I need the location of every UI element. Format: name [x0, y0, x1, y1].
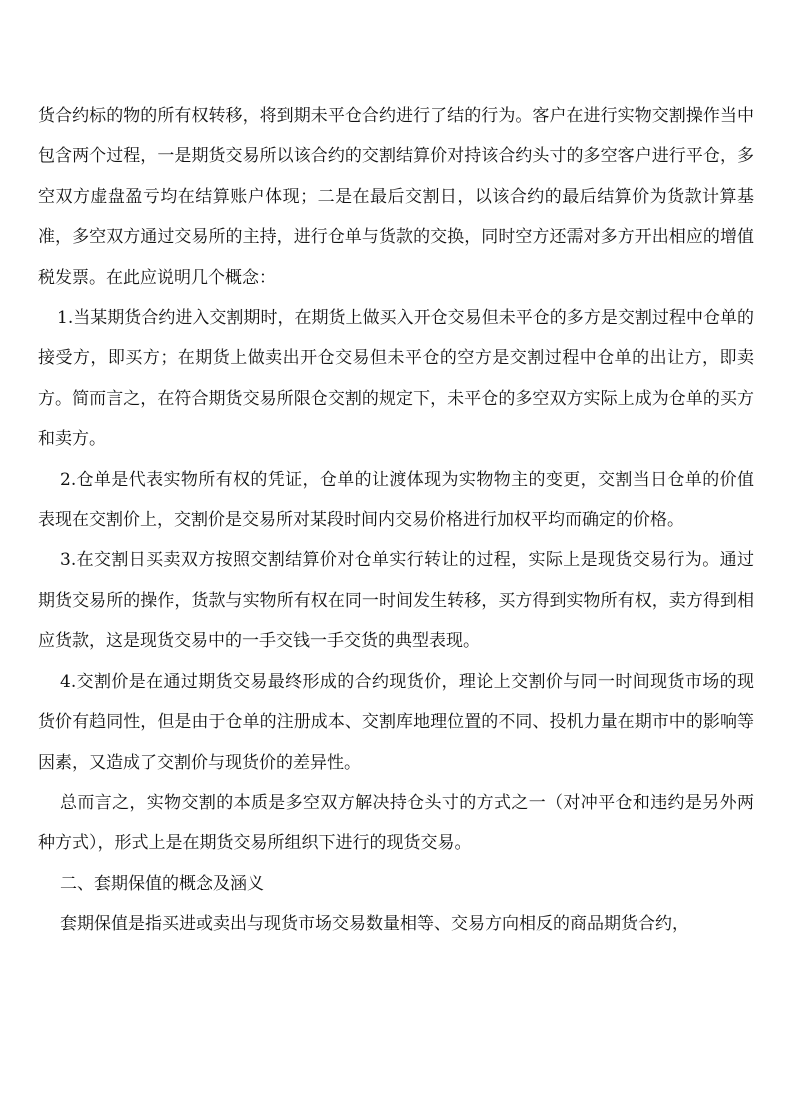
paragraph-point-4: 4.交割价是在通过期货交易最终形成的合约现货价，理论上交割价与同一时间现货市场的现货价有趋同性，但是由于仓单的注册成本、交割库地理位置的不同、投机力量在期市中的影响等因素，又造成了交割价与现货价的差异性。 — [38, 671, 754, 773]
paragraph-hedging-definition: 套期保值是指买进或卖出与现货市场交易数量相等、交易方向相反的商品期货合约， — [60, 914, 689, 935]
section-heading: 二、套期保值的概念及涵义 — [60, 873, 264, 894]
paragraph-delivery-process: 货合约标的物的所有权转移，将到期未平仓合约进行了结的行为。客户在进行实物交割操作当中包含两个过程，一是期货交易所以该合约的交割结算价对持该合约头寸的多空客户进行平仓，多空双方虚盘盈亏均在结算账户体现；二是在最后交割日，以该合约的最后结算价为货款计算基准，多空双方通过交易所的主持，进行仓单与货款的交换，同时空方还需对多方开出相应的增值税发票。在此应说明几个概念： — [38, 106, 754, 288]
paragraph-point-2: 2.仓单是代表实物所有权的凭证，仓单的让渡体现为实物物主的变更，交割当日仓单的价值表现在交割价上，交割价是交易所对某段时间内交易价格进行加权平均而确定的价格。 — [38, 469, 754, 531]
document-body — [38, 96, 754, 945]
paragraph-point-1: 1.当某期货合约进入交割期时，在期货上做买入开仓交易但未平仓的多方是交割过程中仓单的接受方，即买方；在期货上做卖出开仓交易但未平仓的空方是交割过程中仓单的出让方，即卖方。简而言之，在符合期货交易所限仓交割的规定下，未平仓的多空双方实际上成为仓单的买方和卖方。 — [38, 308, 754, 450]
paragraph-summary: 总而言之，实物交割的本质是多空双方解决持仓头寸的方式之一（对冲平仓和违约是另外两种方式），形式上是在期货交易所组织下进行的现货交易。 — [38, 792, 754, 854]
paragraph-point-3: 3.在交割日买卖双方按照交割结算价对仓单实行转让的过程，实际上是现货交易行为。通过期货交易所的操作，货款与实物所有权在同一时间发生转移，买方得到实物所有权，卖方得到相应货款，这是现货交易中的一手交钱一手交货的典型表现。 — [38, 550, 754, 652]
